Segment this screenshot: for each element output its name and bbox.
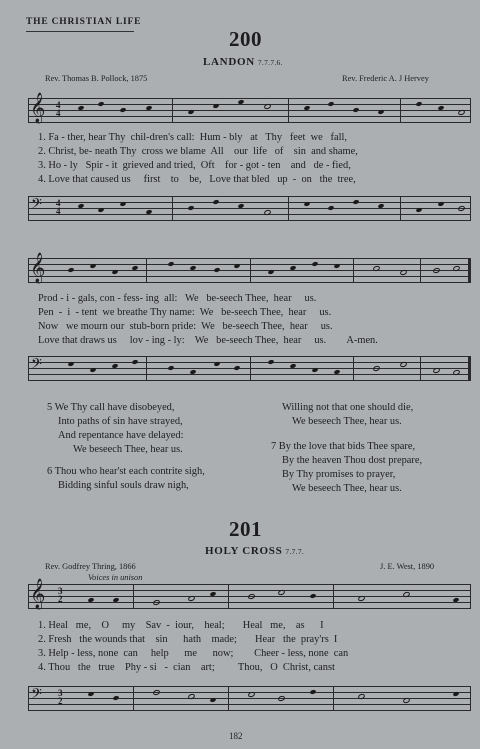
hymn-201-verse2: 2. Fresh the wounds that sin hath made; Hear the pray'rs I: [38, 634, 338, 645]
page-number: 182: [229, 731, 243, 741]
hymn-200-number: 200: [229, 27, 262, 51]
verse5-line1: 5 We Thy call have disobeyed,: [47, 402, 175, 413]
verse7-line3: By Thy promises to prayer,: [282, 469, 396, 480]
hymn-201-bass-staff: 𝄢 3 2: [28, 686, 471, 710]
hymn-200-system1-treble-staff: [28, 93, 471, 122]
hymn-200-system1-verse1: 1. Fa - ther, hear Thy chil-dren's call: Hum - bly at Thy feet we fall,: [38, 132, 347, 143]
hymn-201-verse3: 3. Help - less, none can help me now; Cheer - less, none can: [38, 648, 349, 659]
verse5-line4: We beseech Thee, hear us.: [73, 444, 183, 455]
hymn-201-verse1: 1. Heal me, O my Sav - iour, heal; Heal me, as I: [38, 620, 324, 631]
hymn-201-direction: Voices in unison: [88, 573, 143, 582]
hymn-200-system2-verse2: Pen - i - tent we breathe Thy name: We be-seech Thee, hear us.: [38, 307, 332, 318]
hymn-200-tune-name: LANDON: [203, 56, 255, 68]
hymn-201-verse4: 4. Thou the true Phy - si - cian art; Thou, O Christ, canst: [38, 662, 335, 673]
running-head: THE CHRISTIAN LIFE: [26, 17, 142, 27]
hymn-201-meter: 7.7.7.: [285, 547, 305, 556]
hymn-200-system2-verse4: Love that draws us lov - ing - ly: We be-seech Thee, hear us. A-men.: [38, 335, 378, 346]
verse5-line2: Into paths of sin have strayed,: [58, 416, 183, 427]
verse5-line3: And repentance have delayed:: [58, 430, 184, 441]
hymn-200-system1-verse4: 4. Love that caused us first to be, Love that bled up - on the tree,: [38, 174, 356, 185]
verse6-line1: 6 Thou who hear'st each contrite sigh,: [47, 466, 205, 477]
hymn-201-tune: [205, 545, 304, 557]
hymn-201-music-credit: J. E. West, 1890: [380, 562, 435, 571]
hymn-200-system1-bass-staff: 𝄢 4 4: [28, 196, 471, 220]
hymn-200-system2-verse1: Prod - i - gals, con - fess- ing all: We be-seech Thee, hear us.: [38, 293, 317, 304]
time-signature: 4 4: [56, 100, 61, 118]
hymn-200-system2-bass-staff: 𝄢: [28, 356, 471, 380]
verse7-line1: 7 By the love that bids Thee spare,: [271, 441, 416, 452]
bass-clef-icon: 𝄢: [31, 196, 42, 215]
hymn-200-system2-treble-staff: 𝄞: [28, 258, 471, 282]
hymn-201-words-credit: Rev. Godfrey Thring, 1866: [45, 562, 136, 571]
running-head-rule: [26, 31, 134, 32]
hymn-200-meter: 7.7.7.6.: [257, 58, 283, 67]
verse7-line4: We beseech Thee, hear us.: [292, 483, 402, 494]
verse7-line2: By the heaven Thou dost prepare,: [282, 455, 423, 466]
hymn-200-system1-verse3: 3. Ho - ly Spir - it grieved and tried, Oft for - got - ten and de - fied,: [38, 160, 351, 171]
hymn-200-music-credit: Rev. Frederic A. J Hervey: [342, 74, 429, 83]
verse6-line3: Willing not that one should die,: [282, 402, 414, 413]
hymn-201-treble-staff: 𝄞 3 2: [28, 584, 471, 608]
hymn-200-system1-verse2: 2. Christ, be- neath Thy cross we blame All our life of sin and shame,: [38, 146, 358, 157]
verse6-line2: Bidding sinful souls draw nigh,: [58, 480, 189, 491]
hymn-200-tune: [203, 56, 283, 68]
treble-clef-icon: 𝄞: [30, 93, 46, 122]
hymn-201-tune-name: HOLY CROSS: [205, 545, 283, 557]
hymn-200-system2-verse3: Now we mourn our stub-born pride: We be-seech Thee, hear us.: [38, 321, 333, 332]
verse6-line4: We beseech Thee, hear us.: [292, 416, 402, 427]
hymn-200-words-credit: Rev. Thomas B. Pollock, 1875: [45, 74, 148, 83]
hymn-201-number: 201: [229, 517, 262, 541]
